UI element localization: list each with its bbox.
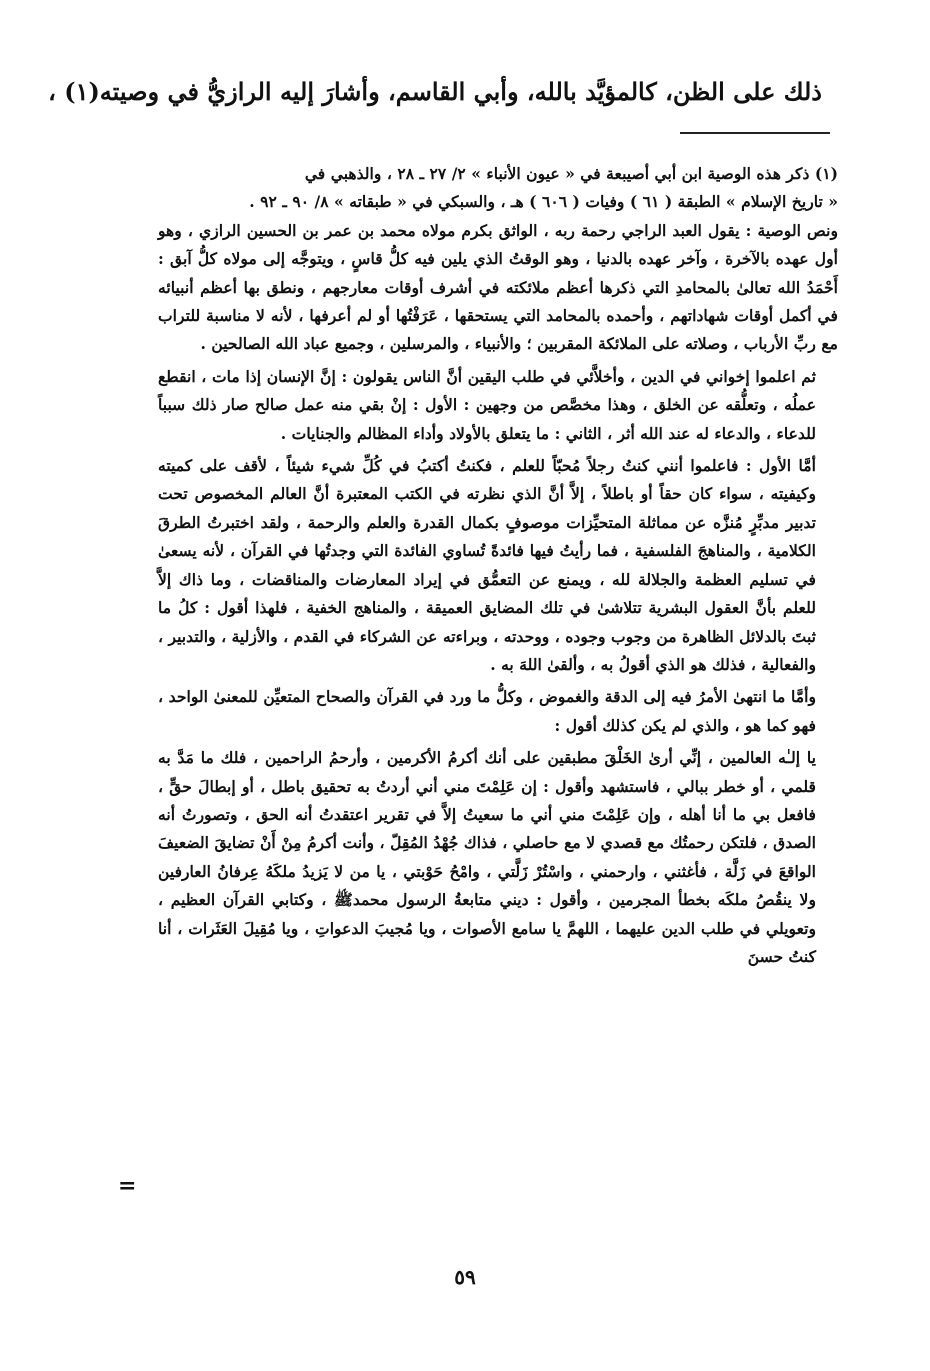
main-text-line: ذلك على الظن، كالمؤيَّد بالله، وأبي القاسم، وأشارَ إليه الرازيُّ في وصيته(١) ، (48, 77, 822, 106)
will-intro-paragraph: ونص الوصية : يقول العبد الراجي رحمة ربه ، الواثق بكرم مولاه محمد بن عمر بن الحسين الرازي ، وهو أول عهده بالآخرة ، وآخر عهده بالدنيا ، وهو الوقتُ الذي يلين فيه كلُّ قاسٍ ، ويتوجَّه إلى مولاه كلُّ آبق : أَحْمَدُ الله تعالىٰ بالمحامدِ التي ذكرها أعظم ملائكته في أشرف أوقات معارجهم ، ونطق بها أعظم أنبيائه في أكمل أوقات شهاداتهم ، وأحمده بالمحامد التي يستحقها ، عَرَفْتُها أو لم أعرفها ، لأنه لا مناسبة للتراب مع ربِّ الأرباب ، وصلاته على الملائكة المقربين ؛ والأنبياء ، والمرسلين ، وجميع عباد الله الصالحين . (158, 220, 838, 354)
footnote-source-line-1: (١) ذكر هذه الوصية ابن أبي أصيبعة في « عيون الأنباء » ٢/ ٢٧ ـ ٢٨ ، والذهبي في (304, 164, 838, 183)
will-paragraph-5: يا إلـٰه العالمين ، إنِّي أرىٰ الخَلْقَ مطبقين على أنك أكرمُ الأكرمين ، وأرحمُ الراحمين ، فلك ما مَدَّ به قلمي ، أو خطر ببالي ، فاستشهد وأقول : إن عَلِمْتَ مني أني أردتُ به تحقيق باطل ، أو إبطالَ حقٍّ ، فافعل بي ما أنا أهله ، وإن عَلِمْتَ مني أني ما سعيتُ إلاَّ في تقرير اعتقدتُ أنه الحق ، وتصورتُ أنه الصدق ، فلتكن رحمتُك مع قصدي لا مع حاصلي ، فذاك جُهْدُ المُقِلّ ، وأنت أكرمُ مِنْ أَنْ تضايقَ الضعيفَ الواقعَ في زَلَّة ، فأغثني ، وارحمني ، واسْتُرْ زَلَّتي ، وامْحُ حَوْبتي ، يا من لا يَزيدُ ملكَهُ عِرفانُ العارفين ولا ينقُصُ ملكَه بخطأ المجرمين ، وأقول : ديني متابعةُ الرسول محمدﷺ ، وكتابي القرآن العظيم ، وتعويلي في طلب الدين عليهما ، اللهمَّ يا سامع الأصوات ، ويا مُجيبَ الدعواتِ ، ويا مُقِيلَ العَثَرات ، أنا كنتُ حسنَ (158, 748, 816, 966)
will-paragraph-3: أمَّا الأول : فاعلموا أنني كنتُ رجلاً مُحبّاً للعلم ، فكنتُ أكتبُ في كُلِّ شيء شيئاً ، لأقف على كميته وكيفيته ، سواء كان حقاً أو باطلاً ، إلاَّ أنَّ الذي نظرته في الكتب المعتبرة أنَّ العالم المخصوص تحت تدبير مدبِّرٍ مُنزَّه عن مماثلة المتحيِّزات موصوفٍ بكمال القدرة والعلم والرحمة ، ولقد اختبرتُ الطرقَ الكلامية ، والمناهجَ الفلسفية ، فما رأيتُ فيها فائدةً تُساوي الفائدة التي وجدتُها في القرآن ، لأنه يسعىٰ في تسليم العظمة والجلالة لله ، ويمنع عن التعمُّق في إيراد المعارضات والمناقضات ، وما ذاك إلاَّ للعلم بأنَّ العقول البشرية تتلاشىٰ في تلك المضايق العميقة ، والمناهج الخفية ، فلهذا أقول : كلُ ما ثبتَ بالدلائل الظاهرة من وجوب وجوده ، ووحدته ، وبراءته عن الشركاء في القدم ، والأزلية ، والتدبير ، والفعالية ، فذلك هو الذي أقولُ به ، وألقىٰ اللهَ به . (158, 456, 816, 674)
continuation-mark: = (118, 1173, 137, 1199)
will-paragraph-4: وأمَّا ما انتهىٰ الأمرُ فيه إلى الدقة والغموض ، وكلُّ ما ورد في القرآن والصحاح المتعيِّن للمعنىٰ الواحد ، فهو كما هو ، والذي لم يكن كذلك أقول : (158, 687, 816, 735)
footnote-separator (680, 132, 830, 134)
footnote-block (158, 160, 838, 971)
page-number: ٥٩ (454, 1265, 476, 1289)
footnote-source-line-2: « تاريخ الإسلام » الطبقة ( ٦١ ) وفيات ( ٦٠٦ ) هـ ، والسبكي في « طبقاته » ٨/ ٩٠ ـ ٩٢ . (249, 192, 838, 212)
will-paragraph-2: ثم اعلموا إخواني في الدين ، وأخلاَّئي في طلب اليقين أنَّ الناس يقولون : إنَّ الإنسان إذا مات ، انقطع عملُه ، وتعلُّقه عن الخلق ، وهذا مخصَّص من وجهين : الأول : إنْ بقي منه عمل صالح صار ذلك سبباً للدعاء ، والدعاء له عند الله أثر ، الثاني : ما يتعلق بالأولاد وأداء المظالم والجنايات . (158, 366, 816, 443)
